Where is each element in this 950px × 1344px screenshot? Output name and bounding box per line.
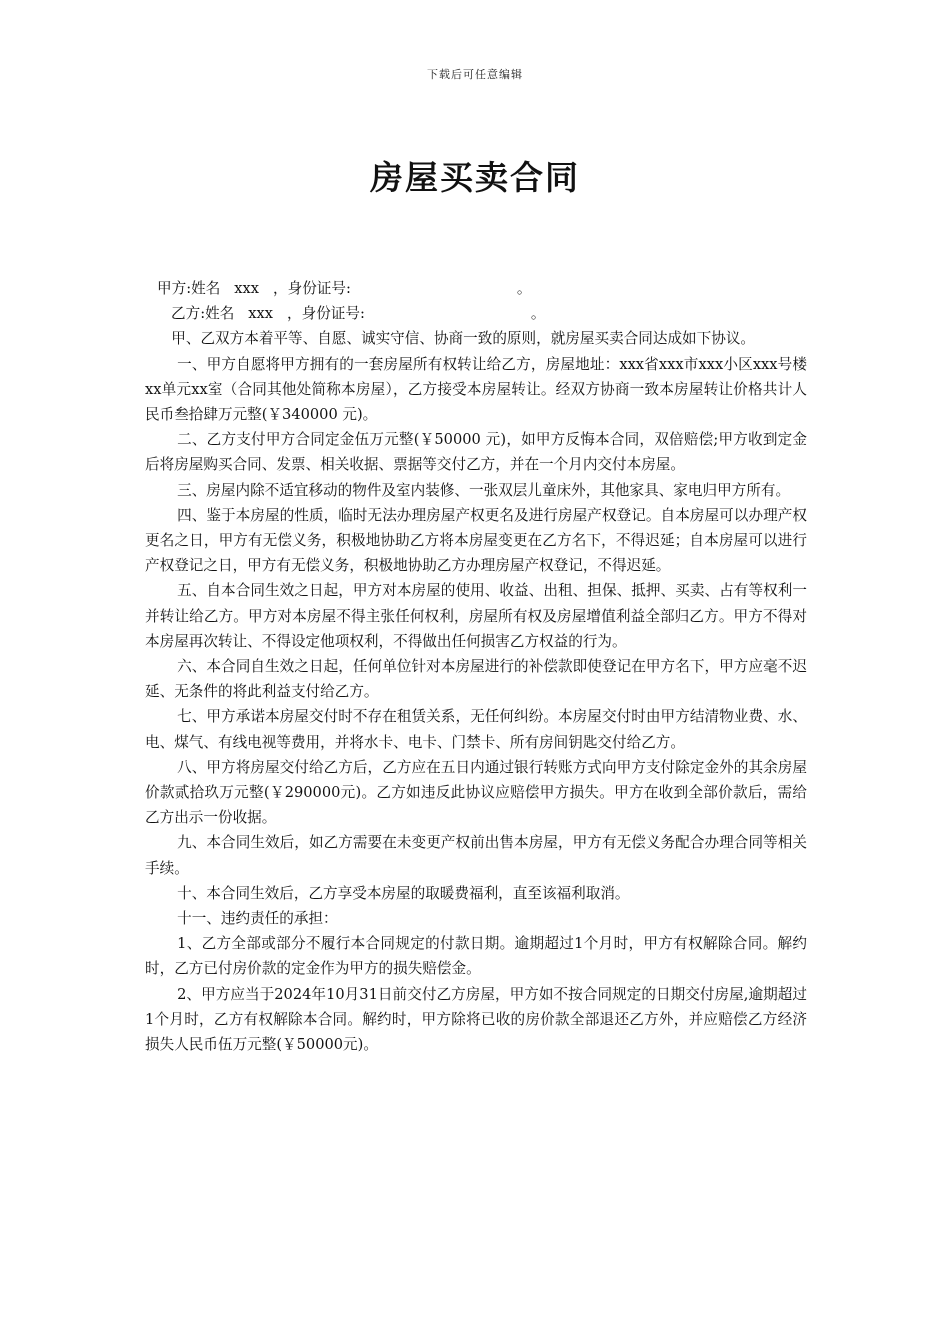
party-b-line	[145, 301, 807, 326]
party-a-end: 。	[516, 280, 532, 297]
party-b-name: xxx	[248, 305, 273, 323]
clause-4: 四、鉴于本房屋的性质，临时无法办理房屋产权更名及进行房屋产权登记。自本房屋可以办理产权更名之日，甲方有无偿义务，积极地协助乙方将本房屋变更在乙方名下，不得迟延；自本房屋可以进行产权登记之日，甲方有无偿义务，积极地协助乙方办理房屋产权登记，不得迟延。	[145, 506, 807, 575]
party-b-end: 。	[530, 305, 546, 323]
contract-body	[145, 276, 807, 1057]
party-a-id-label: ，身份证号:	[273, 280, 351, 297]
clause-1: 一、甲方自愿将甲方拥有的一套房屋所有权转让给乙方，房屋地址：xxx省xxx市xxx小区xxx号楼xx单元xx室（合同其他处简称本房屋），乙方接受本房屋转让。经双方协商一致本房屋转让价格共计人民币叁拾肆万元整(￥340000 元)。	[145, 355, 807, 424]
header-note: 下载后可任意编辑	[427, 68, 523, 81]
clause-11-item-1: 1、乙方全部或部分不履行本合同规定的付款日期。逾期超过1个月时，甲方有权解除合同。解约时，乙方已付房价款的定金作为甲方的损失赔偿金。	[145, 935, 807, 978]
party-a-name: xxx	[234, 280, 259, 297]
clause-7: 七、甲方承诺本房屋交付时不存在租赁关系，无任何纠纷。本房屋交付时由甲方结清物业费、水、电、煤气、有线电视等费用，并将水卡、电卡、门禁卡、所有房间钥匙交付给乙方。	[145, 708, 807, 751]
clause-9: 九、本合同生效后，如乙方需要在未变更产权前出售本房屋，甲方有无偿义务配合办理合同等相关手续。	[145, 834, 807, 877]
clause-8: 八、甲方将房屋交付给乙方后，乙方应在五日内通过银行转账方式向甲方支付除定金外的其余房屋价款贰拾玖万元整(￥290000元)。乙方如违反此协议应赔偿甲方损失。甲方在收到全部价款后，需给乙方出示一份收据。	[145, 758, 807, 827]
clause-3: 三、房屋内除不适宜移动的物件及室内装修、一张双层儿童床外，其他家具、家电归甲方所有。	[177, 481, 791, 499]
clause-6: 六、本合同自生效之日起，任何单位针对本房屋进行的补偿款即使登记在甲方名下，甲方应毫不迟延、无条件的将此利益支付给乙方。	[145, 658, 807, 701]
clause-11-item-2: 2、甲方应当于2024年10月31日前交付乙方房屋，甲方如不按合同规定的日期交付房屋,逾期超过1个月时，乙方有权解除本合同。解约时，甲方除将已收的房价款全部退还乙方外，并应赔偿乙方经济损失人民币伍万元整(￥50000元)。	[145, 985, 807, 1054]
clause-5: 五、自本合同生效之日起，甲方对本房屋的使用、收益、出租、担保、抵押、买卖、占有等权利一并转让给乙方。甲方对本房屋不得主张任何权利，房屋所有权及房屋增值利益全部归乙方。甲方不得对本房屋再次转让、不得设定他项权利，不得做出任何损害乙方权益的行为。	[145, 582, 807, 650]
clause-10: 十、本合同生效后，乙方享受本房屋的取暖费福利，直至该福利取消。	[177, 884, 630, 902]
party-a-label: 甲方:姓名	[157, 280, 221, 297]
clause-2: 二、乙方支付甲方合同定金伍万元整(￥50000 元)，如甲方反悔本合同，双倍赔偿;甲方收到定金后将房屋购买合同、发票、相关收据、票据等交付乙方，并在一个月内交付本房屋。	[145, 431, 807, 474]
party-a-line	[145, 276, 807, 301]
preamble-paragraph: 甲、乙双方本着平等、自愿、诚实守信、协商一致的原则，就房屋买卖合同达成如下协议。	[171, 330, 756, 348]
clause-11-heading: 十一、违约责任的承担：	[177, 910, 338, 928]
document-title: 房屋买卖合同	[370, 158, 580, 197]
party-b-id-label: ，身份证号:	[287, 305, 365, 323]
party-b-label: 乙方:姓名	[171, 305, 235, 323]
